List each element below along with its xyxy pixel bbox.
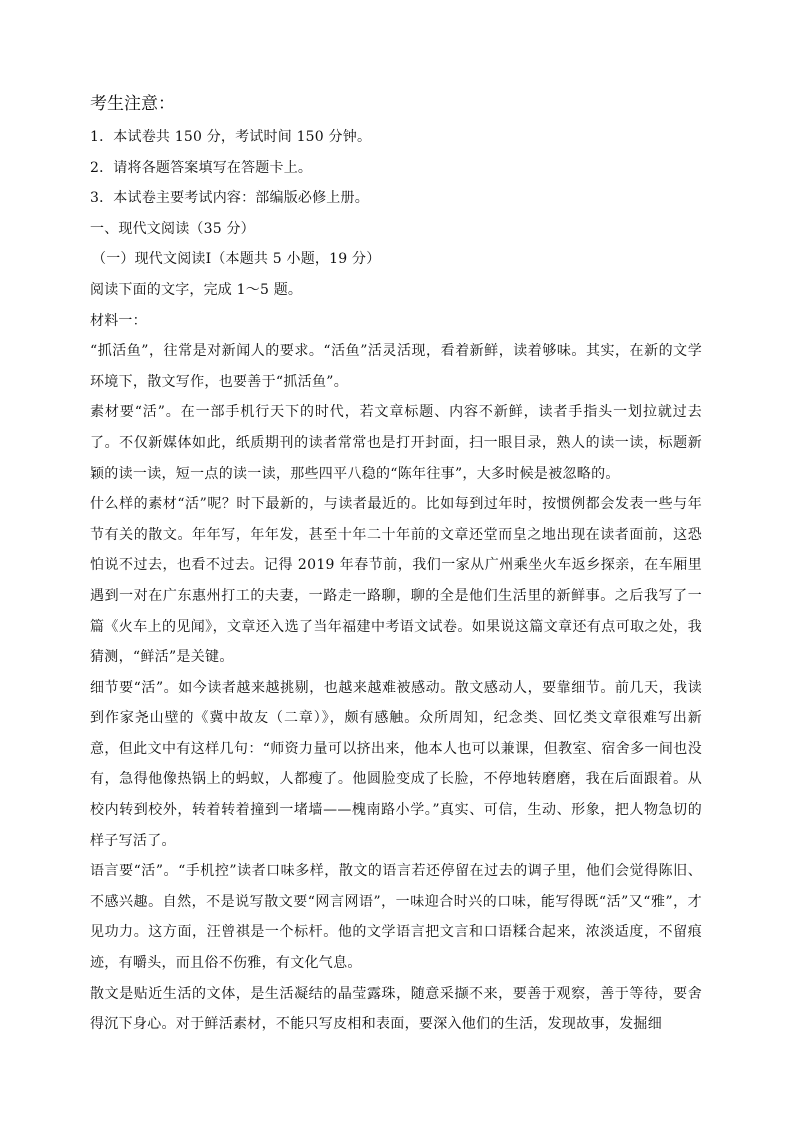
paragraph-6: 散文是贴近生活的文体，是生活凝结的晶莹露珠，随意采撷不来，要善于观察，善于等待，要舍得沉下身心。对于鲜活素材，不能只写皮相和表面，要深入他们的生活，发现故事，发掘细 (90, 985, 702, 1033)
notice-item-1: 1．本试卷共 150 分，考试时间 150 分钟。 (90, 129, 372, 145)
paragraph-2: 素材要“活”。在一部手机行天下的时代，若文章标题、内容不新鲜，读者手指头一划拉就过去了。不仅新媒体如此，纸质期刊的读者常常也是打开封面，扫一眼目录，熟人的读一读，标题新颖的读一读，短一点的读一读，那些四平八稳的“陈年往事”，大多时候是被忽略的。 (90, 404, 702, 482)
paragraph-5: 语言要“活”。“手机控”读者口味多样，散文的语言若还停留在过去的调子里，他们会觉得陈旧、不感兴趣。自然，不是说写散文要“网言网语”，一味迎合时兴的口味，能写得既“活”又“雅”，才见功力。这方面，汪曾祺是一个标杆。他的文学语言把文言和口语糅合起来，浓淡适度，不留痕迹，有嚼头，而且俗不伤雅，有文化气息。 (90, 863, 702, 972)
notice-item-2: 2．请将各题答案填写在答题卡上。 (90, 159, 313, 176)
paragraph-1: “抓活鱼”，往常是对新闻人的要求。“活鱼”活灵活现，看着新鲜，读着够味。其实，在新的文学环境下，散文写作，也要善于“抓活鱼”。 (90, 343, 702, 390)
paragraph-3: 什么样的素材“活”呢？时下最新的，与读者最近的。比如每到过年时，按惯例都会发表一些与年节有关的散文。年年写，年年发，甚至十年二十年前的文章还堂而皇之地出现在读者面前，这恐怕说不过去，也看不过去。记得 2019 年春节前，我们一家从广州乘坐火车返乡探亲，在车厢里遇到一对在广东惠州打工的夫妻，一路走一路聊，聊的全是他们生活里的新鲜事。之后我写了一篇《火车上的见闻》，文章还入选了当年福建中考语文试卷。如果说这篇文章还有点可取之处，我猜测，“鲜活”是关键。 (90, 496, 702, 666)
notice-title: 考生注意： (90, 94, 175, 114)
paragraph-4: 细节要“活”。如今读者越来越挑剔，也越来越难被感动。散文感动人，要靠细节。前几天，我读到作家尧山壁的《冀中故友（二章）》，颇有感触。众所周知，纪念类、回忆类文章很难写出新意，但此文中有这样几句：“师资力量可以挤出来，他本人也可以兼课，但教室、宿舍多一间也没有，急得他像热锅上的蚂蚁，人都瘦了。他圆脸变成了长脸，不停地转磨磨，我在后面跟着。从校内转到校外，转着转着撞到一堵墙——槐南路小学。”真实、可信，生动、形象，把人物急切的样子写活了。 (90, 679, 702, 849)
material-label: 材料一： (90, 312, 147, 329)
section-subheading: （一）现代文阅读Ⅰ（本题共 5 小题，19 分） (92, 251, 381, 268)
notice-item-3: 3．本试卷主要考试内容：部编版必修上册。 (90, 190, 369, 207)
section-heading: 一、现代文阅读（35 分） (90, 220, 255, 237)
exam-page (90, 92, 702, 1040)
reading-instruction: 阅读下面的文字，完成 1～5 题。 (90, 281, 303, 298)
